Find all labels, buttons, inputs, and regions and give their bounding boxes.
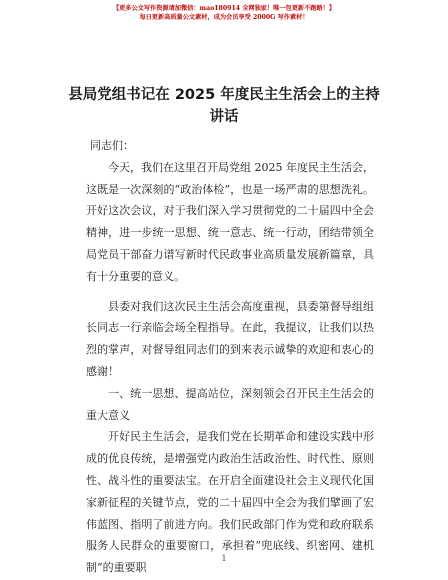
- promo-line-1: 【更多公文写作资源请加微信：mao180914 全网独家！唯一包更新不跑路！】: [112, 5, 336, 12]
- paragraph-opening: 今天，我们在这里召开局党组 2025 年度民主生活会，这既是一次深刻的“政治体检”，也是一场严肃的思想洗礼。开好这次会议，对于我们深入学习贯彻党的二十届四中全会精神，进一步统一思想、统一意志、统一行动，团结带领全局党员干部奋力谱写新时代民政事业高质量发展新篇章，具有十分重要的意义。: [86, 160, 374, 283]
- document-title: [50, 84, 398, 128]
- paragraph-welcome: 县委对我们这次民主生活会高度重视，县委第督导组组长同志一行亲临会场全程指导。在此，我提议，让我们以热烈的掌声，对督导组同志们的到来表示诚挚的欢迎和衷心的感谢！: [86, 299, 374, 378]
- document-body: [86, 135, 374, 579]
- salutation: 同志们：: [90, 139, 134, 152]
- section-heading-1: 一、统一思想、提高站位，深刻领会召开民主生活会的重大意义: [86, 386, 374, 422]
- title-line-2: 讲话: [209, 109, 239, 125]
- promo-line-2: 每日更新高质量公文素材，成为会员享受 2000G 写作素材！: [139, 14, 309, 21]
- paragraph-significance: 开好民主生活会，是我们党在长期革命和建设实践中形成的优良传统，是增强党内政治生活政治性、时代性、原则性、战斗性的重要法宝。在开启全面建设社会主义现代化国家新征程的关键节点，党的二十届四中全会为我们擘画了宏伟蓝图、指明了前进方向。我们民政部门作为党和政府联系服务人民群众的重要窗口，承担着“兜底线、织密网、建机制”的重要职: [86, 430, 374, 575]
- promo-banner: [0, 4, 448, 22]
- page-number: 1: [221, 554, 227, 563]
- title-line-1: 县局党组书记在 2025 年度民主生活会上的主持: [68, 87, 380, 103]
